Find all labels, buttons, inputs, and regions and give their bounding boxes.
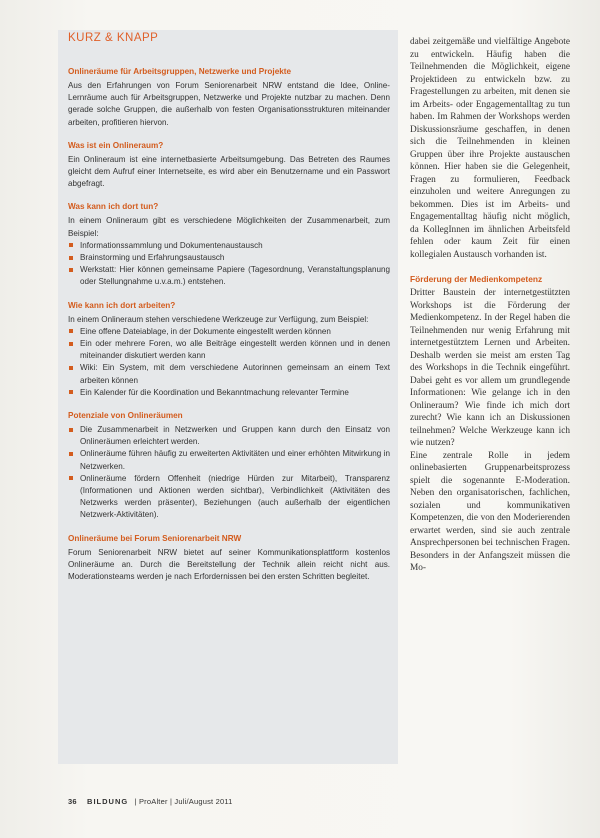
info-box-column: [68, 66, 390, 594]
section-body: Aus den Erfahrungen von Forum Seniorenarbeit NRW entstand die Idee, Online-Lernräume auch für Arbeitsgruppen, Netzwerke und Projekte nutzbar zu machen. Denn gerade solche Gruppen, die außerhalb von festen Organisationsstrukturen miteinander arbeiten, profitieren hiervon.: [68, 81, 390, 127]
issue-date: Juli/August 2011: [174, 797, 233, 806]
list-item: Onlineräume führen häufig zu erweiterten Aktivitäten und einer erhöhten Mitwirkung in Netzwerken.: [68, 448, 390, 472]
list-item: Ein oder mehrere Foren, wo alle Beiträge eingestellt werden können und in denen miteinander diskutiert werden kann: [68, 338, 390, 362]
section-forum: [68, 533, 390, 584]
article-paragraph: Dritter Baustein der internetgestützten Workshops ist die Förderung der Medienkompetenz. In der Regel haben die Teilnehmenden nur wenig Erfahrung mit internetgestütztem Lernen und Arbeiten. Deshalb werden sie meist am ersten Tag des Workshops in die Technik eingeführt. Dabei geht es vor allem um grundlegende Informationen: Wie gelange ich in den Onlineraum? Wie finde ich mich dort zurecht? Wie kann ich an Diskussionen teilnehmen? Welche Werkzeuge kann ich wie nutzen?: [410, 288, 570, 448]
section-heading: Onlineräume für Arbeitsgruppen, Netzwerke und Projekte: [68, 67, 292, 76]
section-heading: Wie kann ich dort arbeiten?: [68, 300, 176, 310]
section-heading: Was ist ein Onlineraum?: [68, 140, 164, 150]
section-body: Ein Onlineraum ist eine internetbasierte Arbeitsumgebung. Das Betreten des Raumes gleicht dem Aufruf einer Internetseite, es wird aber ein Benutzername und ein Passwort abgefragt.: [68, 154, 390, 189]
section-body: In einem Onlineraum stehen verschiedene Werkzeuge zur Verfügung, zum Beispiel:: [68, 314, 369, 324]
article-paragraph: dabei zeitgemäße und vielfältige Angebote zu entwickeln. Häufig haben die Teilnehmenden die Möglichkeit, eigene Projektideen zu entwickeln bzw. zu Fragestellungen zu arbeiten, mit denen sie im Arbeits- oder Engagementalltag zu tun haben. Im Rahmen der Workshops werden Diskussionsräume geschaffen, in denen sich die Teilnehmenden in kleinen Gruppen über ihre Projekte austauschen können. Hier haben sie die Gelegenheit, Fragen zu formulieren, Feedback einzuholen und weitere Anregungen zu bekommen. Dies ist im Arbeits- und Engagementalltag häufig nicht möglich, da KollegInnen im ähnlichen Arbeitsfeld fehlen oder kaum Zeit für einen kollegialen Austausch vorhanden ist.: [410, 37, 570, 260]
footer-separator: |: [134, 797, 137, 806]
list-item: Werkstatt: Hier können gemeinsame Papiere (Tagesordnung, Veranstaltungsplanung oder Stellungnahme u.v.a.m.) entstehen.: [68, 264, 390, 288]
page-number: 36: [68, 797, 77, 806]
article-subheading: Förderung der Medienkompetenz: [410, 274, 543, 284]
section-heading: Was kann ich dort tun?: [68, 202, 159, 212]
list-item: Die Zusammenarbeit in Netzwerken und Gruppen kann durch den Einsatz von Onlineräumen erleichtert werden.: [68, 424, 390, 448]
list-item: Ein Kalender für die Koordination und Bekanntmachung relevanter Termine: [68, 387, 390, 399]
list-item: Brainstorming und Erfahrungsaustausch: [68, 252, 390, 264]
article-paragraph: Eine zentrale Rolle in jedem onlinebasierten Gruppenarbeitsprozess spielt die sogenannte E-Moderation. Neben den organisatorischen, fachlichen, sozialen und kommunikativen Kompetenzen, die von den Moderierenden erwartet werden, sind sie auch zentrale Ansprechpersonen bei technischen Fragen. Besonders in der Anfangszeit müssen die Mo-: [410, 450, 570, 573]
article-column: [410, 36, 570, 575]
list-item: Informationssammlung und Dokumentenaustausch: [68, 240, 390, 252]
page-footer: [68, 797, 233, 806]
list-item: Wiki: Ein System, mit dem verschiedene Autorinnen gemeinsam an einem Text arbeiten können: [68, 362, 390, 386]
section-body: In einem Onlineraum gibt es verschiedene Möglichkeiten der Zusammenarbeit, zum Beispiel:: [68, 216, 390, 238]
box-kicker: KURZ & KNAPP: [68, 32, 159, 44]
section-name: BILDUNG: [87, 797, 129, 806]
section-was-ist: [68, 140, 390, 191]
footer-separator: |: [169, 797, 173, 806]
bullet-list: [68, 424, 390, 522]
section-body: Forum Seniorenarbeit NRW bietet auf seiner Kommunikationsplattform kostenlos Onlineräume an. Durch die Bereitstellung der Technik allein reicht nicht aus. Moderationsteams werden je nach Erfordernissen bei den ersten Schritten begleitet.: [68, 547, 390, 582]
bullet-list: [68, 326, 390, 399]
list-item: Eine offene Dateiablage, in der Dokumente eingestellt werden können: [68, 326, 390, 338]
section-heading: Onlineräume bei Forum Seniorenarbeit NRW: [68, 533, 242, 543]
magazine-name: ProAlter: [138, 797, 168, 806]
section-potenziale: [68, 410, 390, 522]
section-onlineraeume: [68, 66, 390, 129]
section-heading: Potenziale von Onlineräumen: [68, 411, 183, 421]
list-item: Onlineräume fördern Offenheit (niedrige Hürden zur Mitarbeit), Transparenz (Informationen und Aktionen werden sichtbar), Verbindlichkeit (Aktivitäten des Netzwerks werden präsenter), Beziehungen (auch außerhalb der eigentlichen Netzwerk-Aktivitäten).: [68, 473, 390, 522]
section-was-tun: [68, 201, 390, 288]
section-wie-arbeiten: [68, 300, 390, 399]
bullet-list: [68, 240, 390, 289]
